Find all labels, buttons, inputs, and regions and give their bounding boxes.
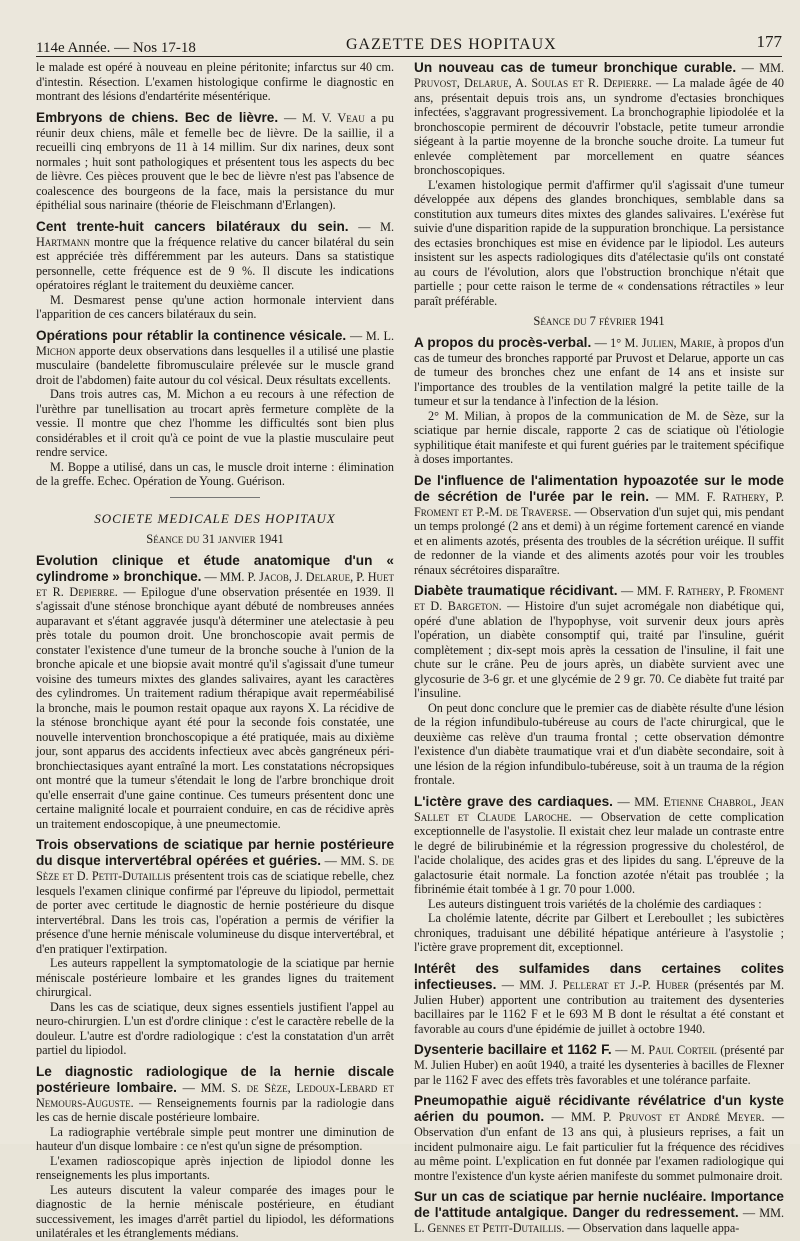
article-authors: — M. L. Michon bbox=[36, 328, 395, 358]
article-text: Dans les cas de sciatique, deux signes essentiels justifient l'appel au neuro-chirurgien. L'un est d'ordre clinique : c'est le caractère rebelle de la douleur. L'autre est d'ordre radiologique : c'est la constatation d'un arrêt partiel du lipiodol. bbox=[36, 999, 394, 1057]
article-title: Le diagnostic radiologique de la hernie discale postérieure lombaire. bbox=[36, 1063, 394, 1095]
article-title: Diabète traumatique récidivant. bbox=[414, 583, 618, 598]
article-authors: — MM. S. de Sèze, Ledoux-Lebard et Nemours-Auguste. bbox=[36, 1080, 395, 1110]
article-title: Intérêt des sulfamides dans certaines colites infectieuses. bbox=[414, 960, 784, 992]
article-text: On peut donc conclure que le premier cas de diabète résulte d'une lésion de la région infundibulo-tubéreuse au cours de l'acte chirurgical, que le deuxième cas relève d'un trauma frontal ; cette observation démontre l'existence d'un diabète traumatique vrai et d'un diabète secondaire, soit à une lésion de la région infundibulo-tubéreuse, soit à un trauma de la région frontale. bbox=[414, 700, 784, 787]
article-title: Un nouveau cas de tumeur bronchique curable. bbox=[414, 60, 737, 75]
article-text: — Renseignements fournis par la radiologie dans les cas de hernie discale postérieure lombaire. bbox=[36, 1095, 395, 1124]
article-text: M. Desmarest pense qu'une action hormonale intervient dans l'apparition de ces cancers bilatéraux du sein. bbox=[36, 292, 394, 321]
session-date: Séance du 31 janvier 1941 bbox=[146, 532, 284, 546]
article-title: Embryons de chiens. Bec de lièvre. bbox=[36, 109, 279, 125]
article-text: — Observation d'un sujet qui, mis pendant un temps prolongé (2 ans et demi) à un régime fortement carencé en viande et en aliments azotés, présenta des troubles de la sécrétion uréique. Il suffit de redonner de la viande et des aliments azotés pour voir les troubles rénaux sécrétoires disparaître. bbox=[414, 504, 785, 577]
article-text: Les auteurs distinguent trois variétés de la cholémie des cardiaques : bbox=[428, 896, 762, 911]
journal-title: GAZETTE DES HOPITAUX bbox=[346, 36, 557, 53]
article-text: présentent trois cas de sciatique rebelle, chez lesquels l'examen clinique confirmé par l'épreuve du lipiodol, permettait de porter avec certitude le diagnostic de hernie postérieure du disque intervertébral. Dans les trois cas, l'opération a permis de vérifier la présence d'une hernie méniscale volumineuse du disque intervertébral, et d'en pratiquer l'extirpation. bbox=[36, 869, 395, 956]
article-authors: — MM. P. Jacob, J. Delarue, P. Huet et R. Depierre. bbox=[36, 569, 395, 599]
article-text: (présentés par M. Julien Huber) apportent une contribution au traitement des dysenteries bacillaires par le 1162 F et le 693 M B dont le résultat a été constant et favorable au cours d'une épidémie de juillet à octobre 1940. bbox=[414, 977, 784, 1036]
article-title: Sur un cas de sciatique par hernie nucléaire. Importance de l'attitude antalgique. Danger du redressement. bbox=[414, 1189, 784, 1220]
article-diabete bbox=[414, 583, 784, 788]
article-embryons bbox=[36, 110, 394, 213]
issue-label: 114e Année. — Nos 17-18 bbox=[36, 40, 196, 56]
article-text: montre que la fréquence relative du cancer bilatéral du sein est appréciée très différemment par les auteurs. Dans sa statistique personnelle, cette fréquence est de 9 %. Il discute les indications opératoires réglant le traitement du deuxième cancer. bbox=[36, 234, 395, 292]
article-title: Opérations pour rétablir la continence vésicale. bbox=[36, 327, 347, 343]
article-pneumopathie bbox=[414, 1093, 784, 1183]
article-authors: — MM. F. Rathery, P. Froment et P.-M. de Traverse. bbox=[414, 489, 784, 519]
article-cylindrome bbox=[36, 553, 394, 832]
article-ictere bbox=[414, 794, 784, 955]
right-column bbox=[414, 60, 785, 1235]
article-authors: — M. Paul Corteil bbox=[615, 1043, 717, 1057]
article-text: Dans trois autres cas, M. Michon a eu recours à une réfection de l'urèthre par tunellisation au trocart après fermeture complète de la vessie. Il montre que chez l'homme les difficultés sont bien plus considérables et il croit qu'à ce point de vue la plastie musculaire peut rendre service. bbox=[36, 387, 394, 459]
page-number: 177 bbox=[756, 32, 782, 51]
article-text: — Observation dans laquelle appa- bbox=[567, 1221, 740, 1235]
article-title: Pneumopathie aiguë récidivante révélatrice d'un kyste aérien du poumon. bbox=[414, 1093, 784, 1124]
article-tumeur-bronchique bbox=[414, 60, 784, 308]
article-sciatique bbox=[36, 837, 394, 1058]
article-text: La cholémie latente, décrite par Gilbert et Lereboullet ; les subictères chroniques, traduisant une débilité hépatique antérieure à l'asystolie ; l'ictère grave proprement dit, exceptionnel. bbox=[414, 911, 784, 954]
article-text: Les auteurs rappellent la symptomatologie de la sciatique par hernie méniscale postérieure lombaire et les grandes lignes du traitement chirurgical. bbox=[36, 956, 394, 999]
article-title: Dysenterie bacillaire et 1162 F. bbox=[414, 1042, 612, 1057]
article-authors: — MM. S. de Sèze et D. Petit-Dutaillis bbox=[36, 854, 395, 883]
article-text: — Histoire d'un sujet acromégale non diabétique qui, opéré d'une ablation de l'hypophyse, voit survenir deux jours après l'opération, un diabète consomptif qui, traité par l'insuline, guérit complètement ; dix-sept mois après la cessation de l'insuline, il fait une chute sur le crâne. Peu de jours après, un diabète survient avec une glycosurie de 3-6 gr. et une glycémie de 2 9 gr. 70. Ce diabète fut traité par l'insuline. bbox=[414, 599, 784, 700]
society-heading: SOCIETE MEDICALE DES HOPITAUX bbox=[94, 510, 336, 526]
article-text: apporte deux observations dans lesquelles il a utilisé une plastie musculaire (bandelette fibromusculaire prélevée sur le muscle grand droit de l'abdomen) faite autour du col vésical. Deux résultats excellents. bbox=[36, 343, 395, 387]
article-authors: — MM. Etienne Chabrol, Jean Sallet et Claude Laroche. bbox=[414, 794, 784, 824]
article-text: à propos d'un cas de tumeur des bronches rapporté par Pruvost et Delarue, apporte un cas de tumeur des bronches chez une enfant de 14 ans et insiste sur l'importance des troubles de la ventilation malgré la petite taille de la tumeur et sur la tendance à l'infection de la lésion. bbox=[414, 335, 784, 408]
section-divider bbox=[170, 497, 260, 498]
article-text: a pu réunir deux chiens, mâle et femelle bec de lièvre. De la saillie, il a recueilli cinq embryons de 11 à 14 millim. Sur dix narines, deux sont normales ; huit sont pathologiques et présentent tous les aspects du bec de lièvre. Ces pièces prouvent que le bec de lièvre n'est pas l'absence de coalescence des bourgeons de la face, mais la persistance du mur épithélial sous narinaire (théorie de Fleischmann d'Erlangen). bbox=[36, 110, 394, 212]
article-continence bbox=[36, 328, 394, 489]
article-authors: — M. Hartmann bbox=[36, 219, 395, 249]
article-text: — Epilogue d'une observation présentée en 1939. Il s'agissait d'une sténose bronchique ayant débuté de nombreuses années auparavant et s'étant aggravée jusqu'à déterminer une atelectasie à peu près totale du poumon droit. Une bronchoscopie avait permis de constater l'existence d'une tumeur de la bronche souche à l'union de la bronche apicale et une biopsie avait montré qu'il s'agissait d'une tumeur voisine des tumeurs mixtes des glandes salivaires, ayant les caractères des cylindromes. Un traitement radium thérapique avait reperméabilisé la bronche, mais le poumon restait opaque aux rayons X. La récidive de la sténose bronchique ayant été pour la seconde fois constatée, une nouvelle intervention bronchoscopique a été pratiquée, mais au dixième jour, sont apparus des accidents infectieux avec abcès gangréneux péri-bronchiectasiques ayant entraîné la mort. Les constatations nécropsiques ont montré que la tumeur s'étendait le long de l'arbre bronchique droit qu'elle enserrait d'une gaine continue. Ces tumeurs présentent donc une certaine malignité locale et pourraient conduire, en cas de récidive après un traitement endoscopique, à une pneumectomie. bbox=[36, 584, 394, 831]
article-text: L'examen histologique permit d'affirmer qu'il s'agissait d'une tumeur développée aux dépens des glandes bronchiques, semblable dans sa constitution aux tumeurs dites mixtes des glandes salivaires. L'exérèse fut suivie d'une disparition rapide de la suppuration bronchique. La persistance des ectasies bronchiques est mise en évidence par le lipiodol. Les auteurs insistent sur les aspects radiologiques dits d'atélectasie qu'ils ont constaté au cours de l'évolution, alors que l'obstruction bronchique n'était que partielle ; pour cette raison le terme de « condensations rétractiles » leur paraît préférable. bbox=[414, 177, 784, 308]
article-sulfamides bbox=[414, 961, 784, 1037]
article-text: (présenté par M. Julien Huber) en août 1940, a traité les dysenteries à bacilles de Flexner par le 1162 F avec des effets très favorables et une tolérance parfaite. bbox=[414, 1043, 784, 1087]
article-text: Les auteurs discutent la valeur comparée des images pour le diagnostic de la hernie méniscale postérieure, en étudiant successivement, les images d'arrêt partiel du lipiodol, les déformations unilatérales et les étranglements médians. bbox=[36, 1182, 394, 1240]
article-hernie-nucleaire bbox=[414, 1189, 784, 1236]
article-title: Trois observations de sciatique par hernie postérieure du disque intervertébral opérées et guéries. bbox=[36, 837, 394, 868]
article-hernie-discale bbox=[36, 1064, 394, 1241]
article-text: M. Boppe a utilisé, dans un cas, le muscle droit interne : élimination de la greffe. Echec. Opération de Young. Guérison. bbox=[36, 459, 394, 488]
article-text: La radiographie vertébrale simple peut montrer une diminution de hauteur d'un disque lombaire : ce n'est qu'un signe de présomption. bbox=[36, 1124, 394, 1153]
article-authors: — MM. P. Pruvost et André Meyer. bbox=[551, 1110, 765, 1124]
article-proces-verbal bbox=[414, 335, 784, 467]
article-cancers bbox=[36, 219, 394, 322]
article-authors: — MM. Pruvost, Delarue, A. Soulas et R. Depierre. bbox=[414, 61, 784, 90]
article-title: A propos du procès-verbal. bbox=[414, 334, 592, 350]
article-text: — Observation d'un enfant de 13 ans qui, à plusieurs reprises, a fait un incident pulmonaire aigu. Le fait particulier fut la fréquence des récidives au même point. L'explication en fut donnée par l'examen radiologique qui montre l'existence d'un kyste aérien manifeste du sommet pulmonaire droit. bbox=[414, 1110, 785, 1183]
article-authors: — MM. J. Pellerat et J.-P. Huber bbox=[501, 977, 689, 992]
article-authors: — MM. F. Rathery, P. Froment et D. Bargeton. bbox=[414, 584, 785, 613]
page-header bbox=[36, 30, 782, 57]
article-text: 2° M. Milian, à propos de la communication de M. de Sèze, sur la sciatique par hernie discale, rapporte 2 cas de sciatique où l'étiologie syphilitique était manifeste et qui furent guéries par le traitement spécifique à doses importantes. bbox=[414, 408, 784, 466]
article-title: Cent trente-huit cancers bilatéraux du sein. bbox=[36, 218, 349, 234]
article-authors: — M. V. Veau bbox=[283, 110, 365, 125]
article-authors: — MM. L. Gennes et Petit-Dutaillis. bbox=[414, 1206, 785, 1235]
intro-paragraph: le malade est opéré à nouveau en pleine péritonite; infarctus sur 40 cm. d'intestin. Résection. L'examen histologique confirme le diagnostic en montrant des lésions d'endartérite mésentérique. bbox=[36, 60, 394, 103]
article-title: L'ictère grave des cardiaques. bbox=[414, 793, 613, 809]
article-title: De l'influence de l'alimentation hypoazotée sur le mode de sécrétion de l'urée par le rein. bbox=[414, 472, 784, 504]
article-dysenterie bbox=[414, 1042, 784, 1087]
left-column bbox=[36, 60, 395, 1240]
article-authors: — 1° M. Julien, Marie, bbox=[594, 335, 715, 350]
session-date: Séance du 7 février 1941 bbox=[533, 314, 665, 328]
article-text: — Observation de cette complication exceptionnelle de l'asystolie. Il existait chez leur malade un contraste entre le degré de bilirubinémie et la régression progressive du cholestérol, de l'acide cholalique, des acides gras et des lipides du sang. L'épreuve de la galactosurie était normale. La fonction azotée n'était pas troublée ; la fibrinémie était tombée à 1 gr. 70 pour 1.000. bbox=[414, 809, 784, 896]
article-text: — La malade âgée de 40 ans, présentait depuis trois ans, un syndrome d'ectasies bronchiques infectées, s'aggravant progressivement. La bronchographie lipiodolée et la bronchoscopie permirent de découvrir l'obstacle, petite tumeur arrondie siégeant à la partie moyenne de la bronche souche droite. La tumeur fut enlevée complètement par morcellement en quatre séances bronchoscopiques. bbox=[414, 76, 784, 177]
article-alimentation bbox=[414, 473, 784, 578]
article-text: L'examen radioscopique après injection de lipiodol donne les renseignements les plus importants. bbox=[36, 1153, 394, 1182]
article-title: Evolution clinique et étude anatomique d'un « cylindrome » bronchique. bbox=[36, 552, 394, 584]
